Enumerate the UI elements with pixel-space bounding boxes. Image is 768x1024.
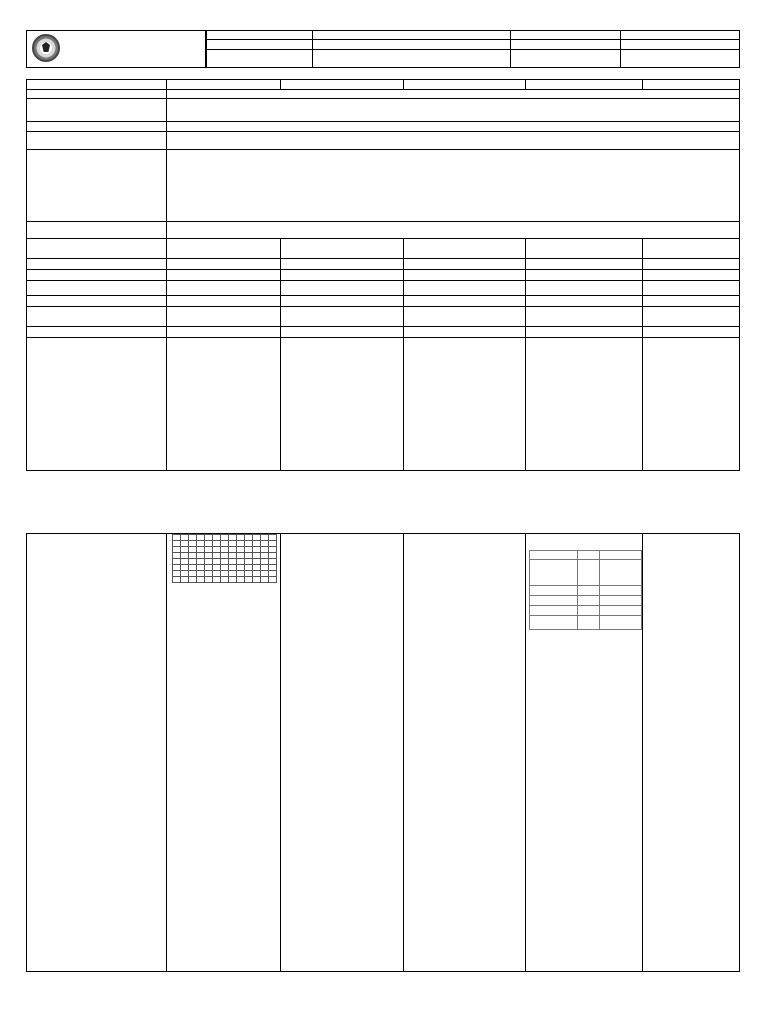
isagawa-sample-table bbox=[529, 550, 642, 630]
title-frame bbox=[26, 30, 206, 68]
main-table-page1 bbox=[26, 79, 740, 471]
word-search-grid bbox=[172, 534, 277, 583]
